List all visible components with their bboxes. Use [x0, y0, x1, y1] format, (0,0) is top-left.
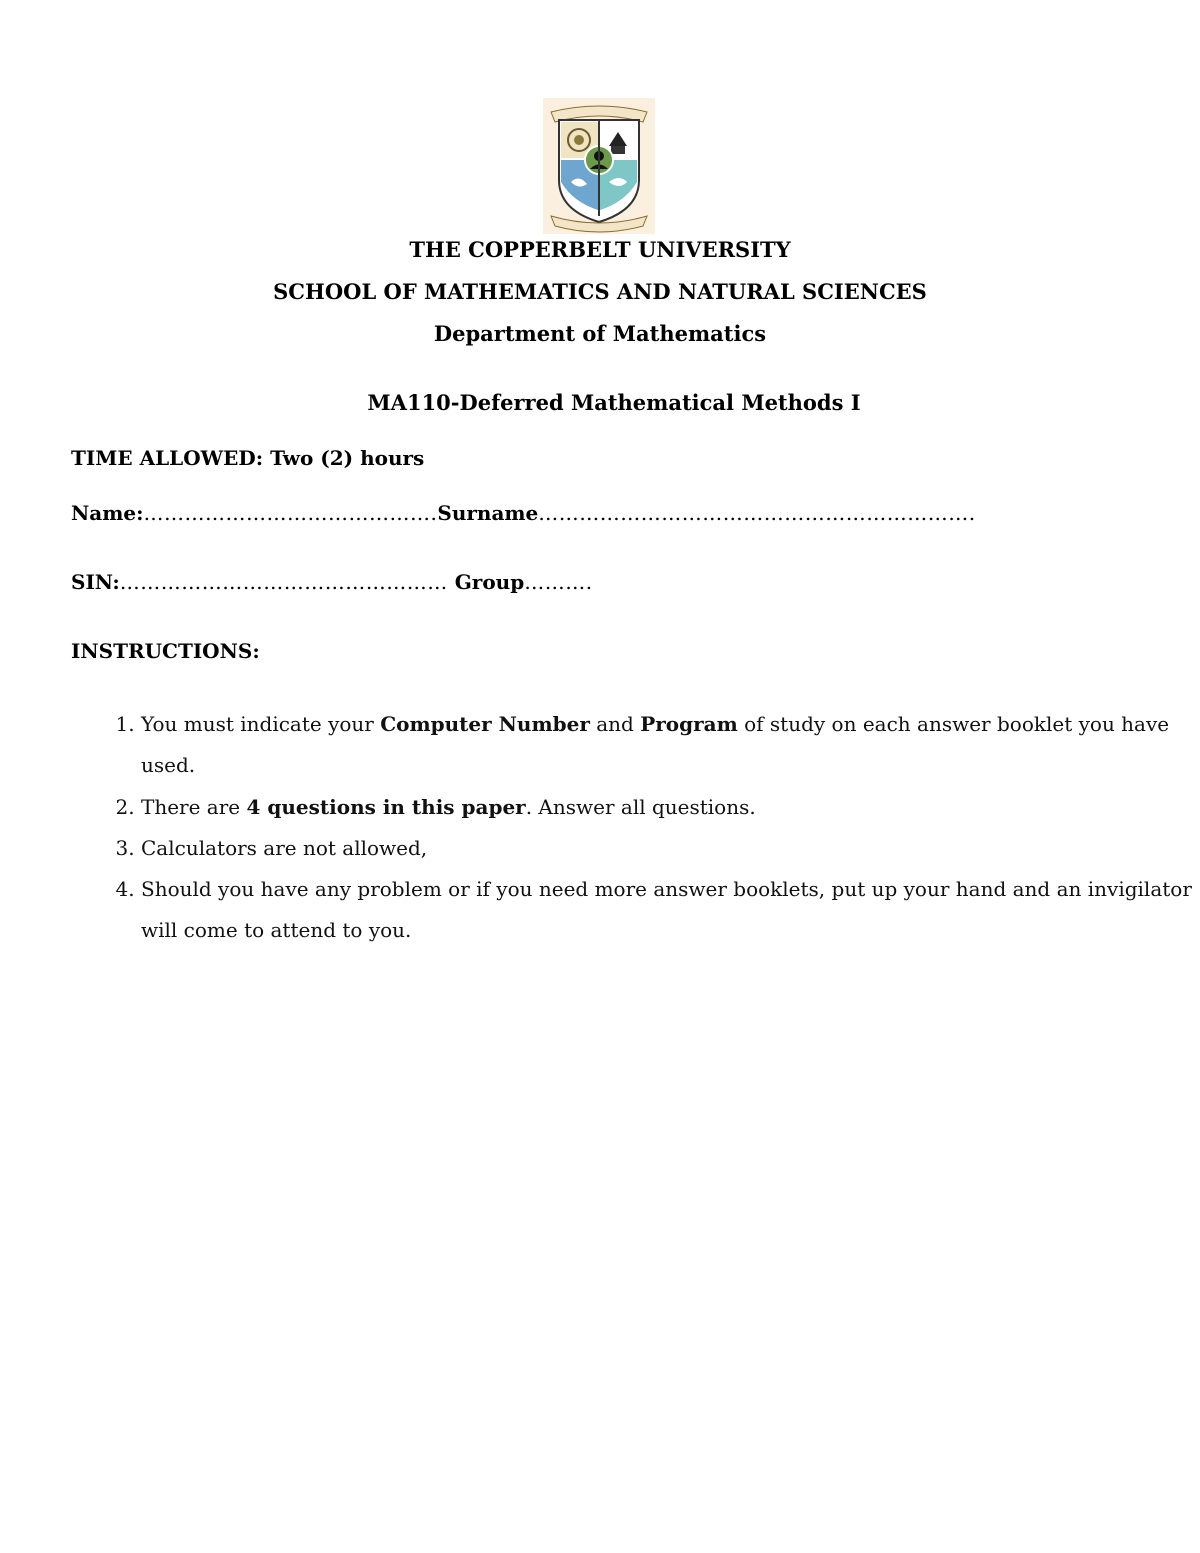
department-name: Department of Mathematics [433, 321, 767, 346]
sin-row [71, 568, 593, 596]
name-label: Name: [71, 501, 144, 525]
instructions-list [71, 704, 1200, 952]
university-crest-logo [543, 98, 655, 234]
group-label: Group [454, 570, 525, 594]
time-value: Two (2) hours [270, 446, 425, 470]
name-field[interactable]: ……………………………………. [143, 501, 438, 525]
university-name: THE COPPERBELT UNIVERSITY [409, 237, 791, 262]
time-allowed [71, 444, 424, 472]
list-item: 4. Should you have any problem or if you need more answer booklets, put up your hand and an invigilator will come to attend to you. [141, 869, 1200, 952]
list-item: 3. Calculators are not allowed, [141, 828, 1200, 869]
instructions-heading: INSTRUCTIONS: [71, 639, 260, 663]
surname-field[interactable]: ………………………………………………………. [538, 501, 976, 525]
name-row [71, 499, 976, 527]
list-item: 1. You must indicate your Computer Number and Program of study on each answer booklet you have used. [141, 704, 1200, 787]
course-title: MA110-Deferred Mathematical Methods I [367, 390, 861, 415]
time-label: TIME ALLOWED: [71, 446, 264, 470]
school-name: SCHOOL OF MATHEMATICS AND NATURAL SCIENCES [273, 279, 927, 304]
group-field[interactable]: ………. [524, 570, 593, 594]
sin-field[interactable]: ………………………………………… [119, 570, 448, 594]
sin-label: SIN: [71, 570, 120, 594]
list-item: 2. There are 4 questions in this paper. Answer all questions. [141, 787, 1200, 828]
surname-label: Surname [437, 501, 539, 525]
